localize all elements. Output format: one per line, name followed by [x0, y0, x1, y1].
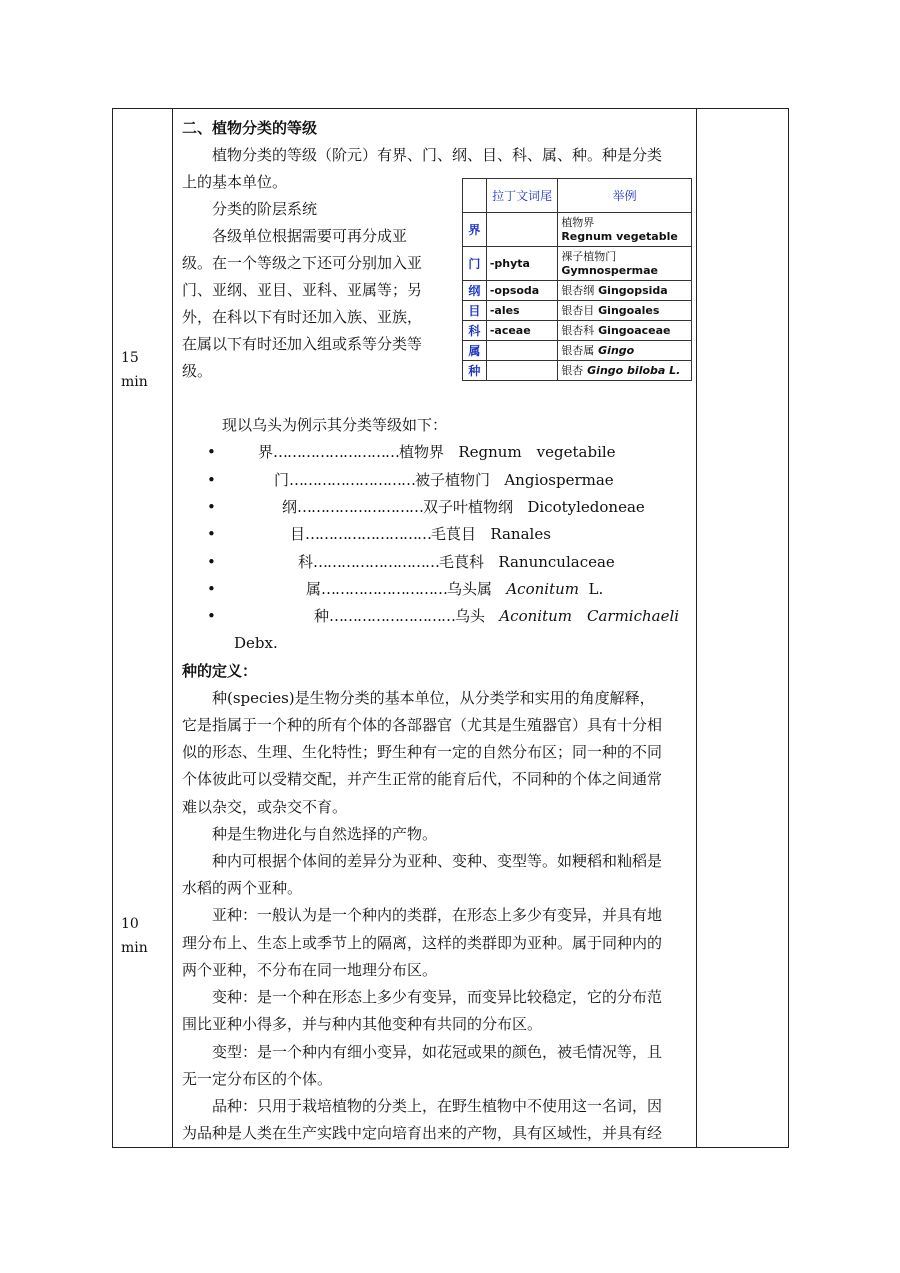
para-line: 级。: [182, 362, 213, 380]
example-item-text: [282, 497, 645, 517]
bullet: •: [207, 607, 216, 625]
rank-cell: 目: [463, 301, 487, 321]
latin-name: Regnum vegetabile: [458, 443, 616, 461]
rank-row: [463, 247, 692, 281]
para-line: 各级单位根据需要可再分成亚: [212, 227, 408, 245]
intro-line: 植物分类的等级（阶元）有界、门、纲、目、科、属、种。种是分类: [212, 146, 663, 164]
example-cn: 银杏: [561, 363, 584, 377]
latin-name: Dicotyledoneae: [527, 498, 645, 516]
rank-row: [463, 341, 692, 361]
latin-name: Aconitum Carmichaeli: [499, 607, 680, 625]
suffix-cell: -ales: [486, 301, 557, 321]
example-item-text: [258, 442, 616, 462]
leader-dots: ………………………: [273, 443, 400, 461]
latin-name: Ranunculaceae: [498, 553, 615, 571]
time-label-10min: [121, 912, 148, 960]
example-cell: [558, 247, 692, 281]
time-unit: min: [121, 374, 148, 390]
cn-name: 乌头: [455, 607, 486, 625]
intro-line: 上的基本单位。: [182, 173, 288, 191]
para-line: 门、亚纲、亚目、亚科、亚属等；另: [182, 281, 423, 299]
rank-cell: 科: [463, 321, 487, 341]
time-label-15min: [121, 346, 148, 394]
example-cell: [558, 213, 692, 247]
cn-name: 植物界: [399, 443, 445, 461]
leader-dots: ………………………: [305, 525, 432, 543]
rank-row: [463, 281, 692, 301]
rank-row: [463, 361, 692, 381]
rank-row: [463, 321, 692, 341]
example-latin: Gingoaceae: [598, 323, 671, 337]
section-heading: 二、植物分类的等级: [182, 119, 318, 137]
example-item-text: [290, 524, 551, 544]
example-cell: [558, 281, 692, 301]
rank-name: 纲: [282, 498, 298, 516]
example-cn: 银杏科: [561, 323, 595, 337]
species-line: 种是生物进化与自然选择的产物。: [212, 825, 438, 843]
rank-cell: 种: [463, 361, 487, 381]
rank-name: 种: [314, 607, 330, 625]
time-unit: min: [121, 940, 148, 956]
bullet: •: [207, 443, 216, 461]
species-line: 水稻的两个亚种。: [182, 879, 303, 897]
example-latin: Gymnospermae: [561, 263, 659, 277]
species-line: 种内可根据个体间的差异分为亚种、变种、变型等。如粳稻和籼稻是: [212, 852, 663, 870]
rank-table: [462, 178, 692, 381]
leader-dots: ………………………: [313, 553, 440, 571]
suffix-cell: -aceae: [486, 321, 557, 341]
example-cn: 裸子植物门: [561, 249, 617, 263]
example-intro: 现以乌头为例示其分类等级如下：: [222, 416, 448, 434]
species-line: 无一定分布区的个体。: [182, 1070, 333, 1088]
species-line: 变种：是一个种在形态上多少有变异，而变异比较稳定，它的分布范: [212, 988, 663, 1006]
example-latin: Regnum vegetable: [561, 229, 678, 243]
cn-name: 被子植物门: [415, 471, 491, 489]
para-line: 在属以下有时还加入组或系等分类等: [182, 335, 423, 353]
rank-name: 界: [258, 443, 274, 461]
bullet: •: [207, 471, 216, 489]
species-line: 难以杂交，或杂交不育。: [182, 798, 348, 816]
rank-name: 门: [274, 471, 290, 489]
species-line: 两个亚种，不分布在同一地理分布区。: [182, 961, 438, 979]
header-example: 举例: [558, 179, 692, 213]
latin-name: Angiospermae: [504, 471, 614, 489]
notes-column: [696, 109, 788, 1147]
species-line: 种(species)是生物分类的基本单位，从分类学和实用的角度解释，: [212, 689, 655, 707]
rank-row: [463, 301, 692, 321]
example-latin: Gingo: [598, 343, 635, 357]
example-cell: [558, 301, 692, 321]
example-cn: 银杏属: [561, 343, 595, 357]
species-heading: 种的定义：: [182, 662, 258, 680]
suffix-cell: -opsoda: [486, 281, 557, 301]
latin-name: Ranales: [490, 525, 551, 543]
example-cn: 银杏目: [561, 303, 595, 317]
example-cell: [558, 361, 692, 381]
header-suffix: 拉丁文词尾: [486, 179, 557, 213]
example-cn: 银杏纲: [561, 283, 595, 297]
rank-table-header: [463, 179, 692, 213]
leader-dots: ………………………: [297, 498, 424, 516]
species-line: 理分布上、生态上或季节上的隔离，这样的类群即为亚种。属于同种内的: [182, 934, 663, 952]
bullet: •: [207, 525, 216, 543]
species-line: 围比亚种小得多，并与种内其他变种有共同的分布区。: [182, 1015, 543, 1033]
cn-name: 乌头属: [447, 580, 493, 598]
rank-row: [463, 213, 692, 247]
bullet: •: [207, 553, 216, 571]
leader-dots: ………………………: [289, 471, 416, 489]
rank-cell: 门: [463, 247, 487, 281]
author-name: L.: [588, 580, 604, 598]
rank-name: 目: [290, 525, 306, 543]
example-item-text: [314, 606, 679, 626]
example-item-text: [274, 470, 614, 490]
bullet: •: [207, 580, 216, 598]
suffix-cell: [486, 361, 557, 381]
header-rank: [463, 179, 487, 213]
suffix-cell: [486, 341, 557, 361]
subheading: 分类的阶层系统: [212, 200, 318, 218]
species-line: 品种：只用于栽培植物的分类上，在野生植物中不使用这一名词，因: [212, 1097, 663, 1115]
cn-name: 毛茛目: [431, 525, 477, 543]
species-line: 它是指属于一个种的所有个体的各部器官（尤其是生殖器官）具有十分相: [182, 716, 663, 734]
example-latin: Gingo biloba L.: [587, 363, 681, 377]
rank-name: 科: [298, 553, 314, 571]
species-line: 个体彼此可以受精交配，并产生正常的能育后代，不同种的个体之间通常: [182, 770, 663, 788]
example-cell: [558, 321, 692, 341]
suffix-cell: [486, 213, 557, 247]
rank-cell: 属: [463, 341, 487, 361]
rank-cell: 纲: [463, 281, 487, 301]
latin-name: Aconitum: [506, 580, 579, 598]
species-line: 变型：是一个种内有细小变异，如花冠或果的颜色，被毛情况等，且: [212, 1043, 663, 1061]
cn-name: 双子叶植物纲: [423, 498, 514, 516]
time-value: 10: [121, 916, 139, 932]
example-item-text: [306, 579, 603, 599]
cn-name: 毛茛科: [439, 553, 485, 571]
example-latin: Gingopsida: [598, 283, 668, 297]
rank-name: 属: [306, 580, 322, 598]
species-line: 亚种：一般认为是一个种内的类群，在形态上多少有变异，并具有地: [212, 906, 663, 924]
leader-dots: ………………………: [321, 580, 448, 598]
bullet: •: [207, 498, 216, 516]
suffix-cell: -phyta: [486, 247, 557, 281]
time-value: 15: [121, 350, 139, 366]
rank-cell: 界: [463, 213, 487, 247]
author-name: Debx.: [234, 634, 278, 652]
leader-dots: ………………………: [329, 607, 456, 625]
para-line: 级。在一个等级之下还可分别加入亚: [182, 254, 423, 272]
para-line: 外，在科以下有时还加入族、亚族，: [182, 308, 423, 326]
example-cell: [558, 341, 692, 361]
time-column: [113, 109, 173, 1147]
species-line: 为品种是人类在生产实践中定向培育出来的产物，具有区域性，并具有经: [182, 1124, 663, 1142]
example-cn: 植物界: [561, 215, 595, 229]
example-latin: Gingoales: [598, 303, 660, 317]
example-item-text: [298, 552, 615, 572]
species-line: 似的形态、生理、生化特性；野生种有一定的自然分布区；同一种的不同: [182, 743, 663, 761]
